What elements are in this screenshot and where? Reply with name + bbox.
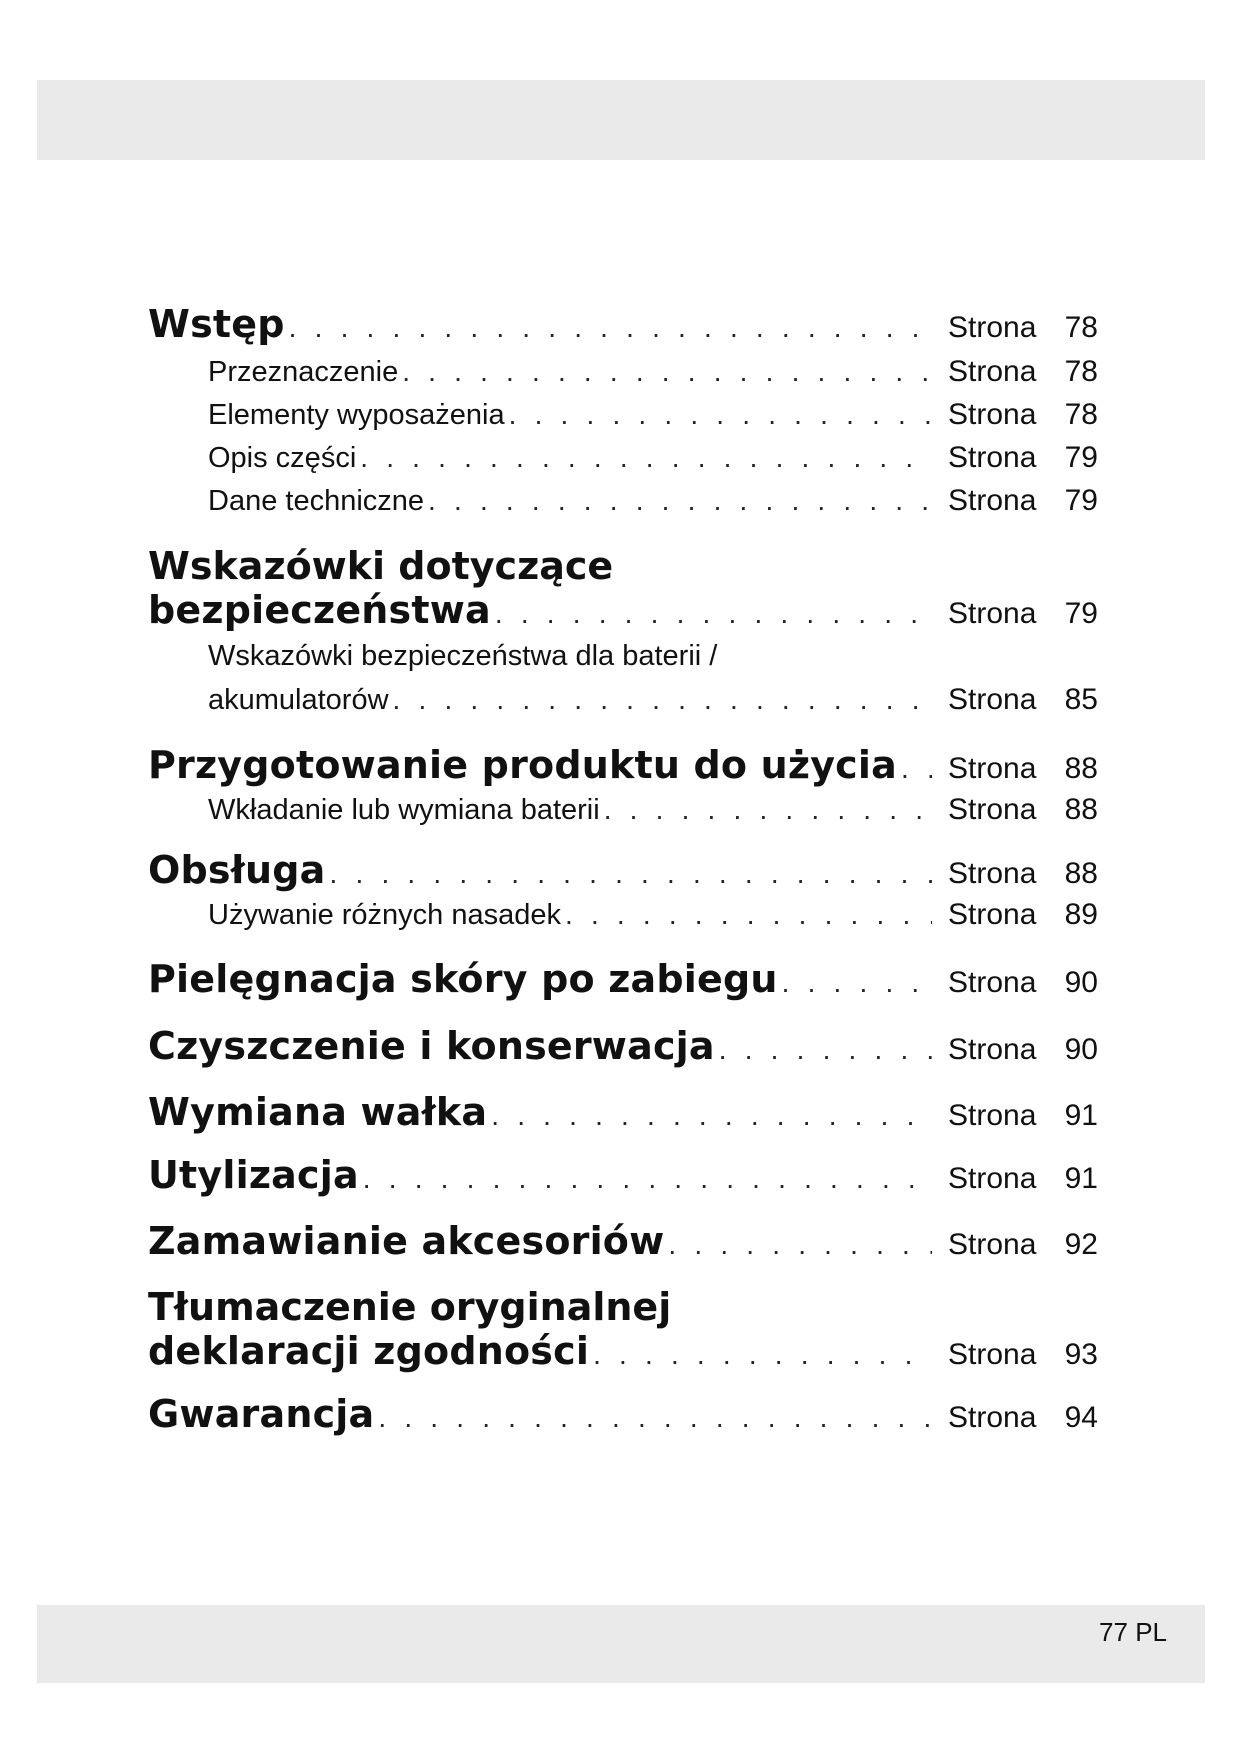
toc-entry-elementy[interactable]: [148, 398, 1098, 432]
toc-entry-akcesoria[interactable]: [148, 1219, 1098, 1263]
toc-heading-deklaracja-line1: Tłumaczenie oryginalnej: [148, 1285, 672, 1329]
toc-entry-nasadki[interactable]: [148, 898, 1098, 932]
toc-entry-label: deklaracji zgodności: [148, 1329, 590, 1373]
toc-entry-wkladanie[interactable]: [148, 793, 1098, 827]
page-reference: Strona 92: [948, 1228, 1098, 1261]
toc-entry-walek[interactable]: [148, 1090, 1098, 1134]
leader-dots: [565, 899, 932, 931]
toc-entry-label: Dane techniczne: [208, 485, 425, 517]
page-reference: Strona 88: [948, 793, 1098, 826]
toc-entry-label: Wstęp: [148, 302, 285, 346]
toc-entry-label: Opis części: [208, 442, 357, 474]
leader-dots: [393, 684, 932, 716]
leader-dots: [495, 598, 932, 630]
toc-entry-przygotowanie[interactable]: [148, 743, 1098, 787]
toc-entry-label: Gwarancja: [148, 1392, 375, 1436]
leader-dots: [491, 1100, 932, 1132]
page-reference: Strona 91: [948, 1162, 1098, 1195]
page-reference: Strona 78: [948, 398, 1098, 431]
toc-entry-label: Wymiana wałka: [148, 1090, 488, 1134]
toc-entry-dane[interactable]: [148, 484, 1098, 518]
leader-dots: [289, 312, 932, 344]
toc-entry-label: Obsługa: [148, 848, 326, 892]
page-reference: Strona 79: [948, 484, 1098, 517]
toc-entry-label: bezpieczeństwa: [148, 588, 491, 632]
toc-entry-label: Elementy wyposażenia: [208, 399, 505, 431]
page-reference: Strona 91: [948, 1099, 1098, 1132]
toc-heading-wskazowki-line1: Wskazówki dotyczące: [148, 544, 614, 588]
toc-entry-baterie[interactable]: [148, 683, 1098, 717]
toc-entry-wstep[interactable]: [148, 302, 1098, 346]
toc-entry-wskazowki[interactable]: [148, 588, 1098, 632]
page-reference: Strona 89: [948, 898, 1098, 931]
toc-entry-label: Używanie różnych nasadek: [208, 899, 562, 931]
leader-dots: [782, 967, 932, 999]
leader-dots: [901, 753, 932, 785]
leader-dots: [402, 356, 932, 388]
page-reference: Strona 88: [948, 752, 1098, 785]
toc-entry-przeznaczenie[interactable]: [148, 355, 1098, 389]
leader-dots: [593, 1339, 932, 1371]
toc-entry-label: Zamawianie akcesoriów: [148, 1219, 665, 1263]
leader-dots: [428, 485, 932, 517]
toc-entry-gwarancja[interactable]: [148, 1392, 1098, 1436]
toc-entry-deklaracja[interactable]: [148, 1329, 1098, 1373]
toc-entry-label: Przygotowanie produktu do użycia: [148, 743, 897, 787]
leader-dots: [668, 1229, 932, 1261]
page-reference: Strona 79: [948, 597, 1098, 630]
toc-entry-label: Czyszczenie i konserwacja: [148, 1024, 715, 1068]
page-number: 77 PL: [1099, 1617, 1167, 1647]
toc-entry-obsluga[interactable]: [148, 848, 1098, 892]
page-reference: Strona 78: [948, 355, 1098, 388]
page-reference: Strona 85: [948, 683, 1098, 716]
toc-entry-label: Utylizacja: [148, 1153, 359, 1197]
leader-dots: [363, 1163, 932, 1195]
page-reference: Strona 90: [948, 966, 1098, 999]
toc-sub-baterie-line1: Wskazówki bezpieczeństwa dla baterii /: [208, 640, 718, 672]
page-reference: Strona 90: [948, 1033, 1098, 1066]
leader-dots: [360, 442, 932, 474]
toc-entry-pielegnacja[interactable]: [148, 957, 1098, 1001]
leader-dots: [509, 399, 932, 431]
page-reference: Strona 94: [948, 1401, 1098, 1434]
header-band: [37, 80, 1205, 160]
page-reference: Strona 93: [948, 1338, 1098, 1371]
toc-entry-utylizacja[interactable]: [148, 1153, 1098, 1197]
page-reference: Strona 78: [948, 311, 1098, 344]
leader-dots: [330, 858, 932, 890]
leader-dots: [378, 1402, 932, 1434]
toc-entry-label: akumulatorów: [208, 684, 389, 716]
leader-dots: [719, 1034, 932, 1066]
toc-entry-label: Wkładanie lub wymiana baterii: [208, 794, 600, 826]
toc-entry-opis[interactable]: [148, 441, 1098, 475]
leader-dots: [604, 794, 932, 826]
toc-entry-label: Przeznaczenie: [208, 356, 399, 388]
toc-entry-label: Pielęgnacja skóry po zabiegu: [148, 957, 778, 1001]
footer-band: [37, 1605, 1205, 1683]
page-reference: Strona 88: [948, 857, 1098, 890]
toc-entry-czyszczenie[interactable]: [148, 1024, 1098, 1068]
page-reference: Strona 79: [948, 441, 1098, 474]
